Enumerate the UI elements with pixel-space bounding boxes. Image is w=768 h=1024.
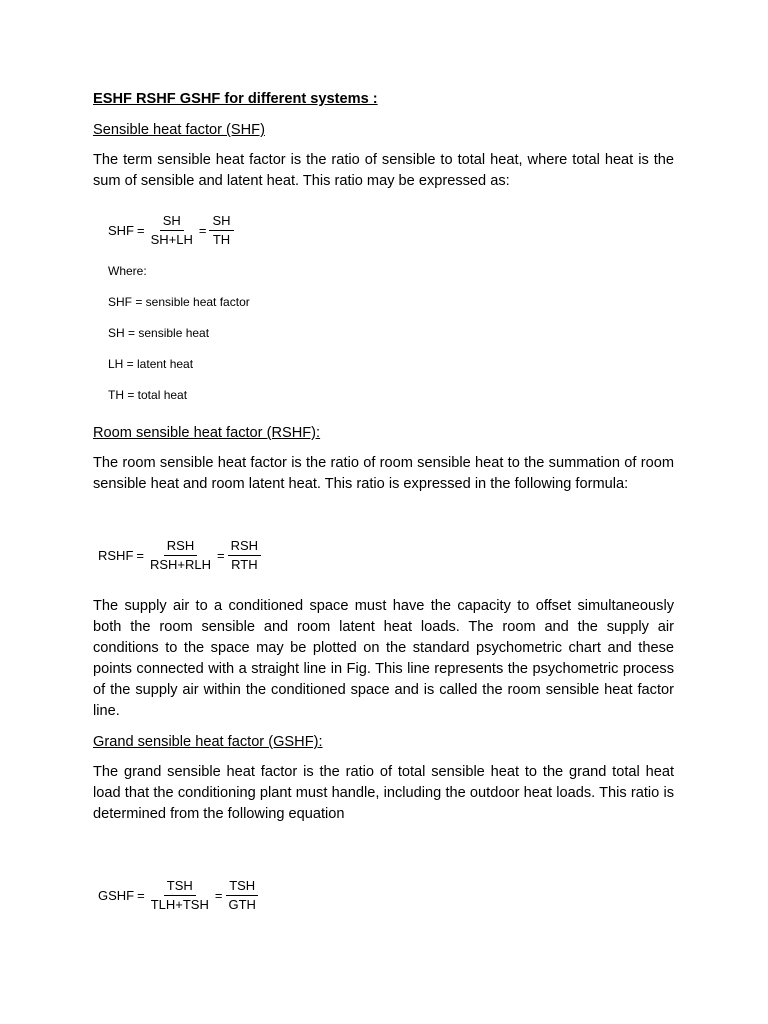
shf-paragraph xyxy=(93,150,674,192)
rshf-formula-numerator-2: RSH xyxy=(228,538,261,556)
shf-section-title: Sensible heat factor (SHF) xyxy=(93,122,265,138)
rshf-paragraph-text: The room sensible heat factor is the ratio of room sensible heat to the summation of room sensible heat and room latent heat. This ratio is expressed in the following formula: xyxy=(93,455,674,492)
shf-formula-numerator-1: SH xyxy=(160,213,184,231)
shf-formula-equals-1: = xyxy=(137,222,145,238)
rshf-formula-fraction-2 xyxy=(228,538,261,573)
gshf-formula-lhs: GSHF xyxy=(98,887,135,903)
gshf-paragraph-text: The grand sensible heat factor is the ratio of total sensible heat to the grand total heat load that the conditioning plant must handle, including the outdoor heat loads. This ratio is determined from the following equation xyxy=(93,764,674,822)
rshf-paragraph-2-text: The supply air to a conditioned space must have the capacity to offset simultaneously both the room sensible and room latent heat loads. The room and the supply air conditions to the space may be plotted on the standard psychometric chart and these points connected with a straight line in Fig. This line represents the psychometric process of the supply air within the conditioned space and is called the room sensible heat factor line. xyxy=(93,598,674,719)
rshf-formula-denominator-1: RSH+RLH xyxy=(149,557,212,572)
rshf-formula-fraction-1 xyxy=(147,538,214,573)
gshf-formula-numerator-1: TSH xyxy=(164,878,196,896)
gshf-formula-fraction-2 xyxy=(225,878,258,913)
rshf-formula-denominator-2: RTH xyxy=(231,557,258,572)
gshf-formula-denominator-1: TLH+TSH xyxy=(150,897,209,912)
shf-formula-fraction-1 xyxy=(148,213,196,248)
shf-definition: LH = latent heat xyxy=(108,357,194,371)
gshf-formula-denominator-2: GTH xyxy=(228,897,256,912)
document-heading: ESHF RSHF GSHF for different systems : xyxy=(93,91,378,107)
gshf-section-title: Grand sensible heat factor (GSHF): xyxy=(93,734,323,750)
rshf-formula-equals-1: = xyxy=(136,547,144,563)
gshf-formula-fraction-1 xyxy=(148,878,212,913)
rshf-formula-equals-2: = xyxy=(217,547,225,563)
shf-formula-equals-2: = xyxy=(198,222,207,238)
rshf-paragraph-2 xyxy=(93,596,674,722)
shf-definition: TH = total heat xyxy=(108,388,188,402)
gshf-formula-numerator-2: TSH xyxy=(226,878,258,896)
shf-formula-denominator-1: SH+LH xyxy=(150,232,193,247)
gshf-formula xyxy=(98,878,259,913)
rshf-formula-lhs: RSHF xyxy=(98,547,134,563)
rshf-formula xyxy=(98,538,261,573)
gshf-paragraph xyxy=(93,762,674,825)
shf-paragraph-text: The term sensible heat factor is the ratio of sensible to total heat, where total heat is the sum of sensible and latent heat. This ratio may be expressed as: xyxy=(93,152,674,189)
gshf-formula-equals-2: = xyxy=(214,887,223,903)
shf-definition: SH = sensible heat xyxy=(108,326,210,340)
shf-where-label: Where: xyxy=(108,264,147,278)
shf-formula-numerator-2: SH xyxy=(209,213,233,231)
gshf-formula-equals-1: = xyxy=(137,887,145,903)
shf-formula-lhs: SHF xyxy=(108,222,134,238)
rshf-paragraph xyxy=(93,453,674,495)
rshf-section-title: Room sensible heat factor (RSHF): xyxy=(93,425,321,441)
shf-formula xyxy=(108,213,234,248)
shf-definition: SHF = sensible heat factor xyxy=(108,295,250,309)
shf-formula-denominator-2: TH xyxy=(212,232,231,247)
rshf-formula-numerator-1: RSH xyxy=(164,538,197,556)
shf-formula-fraction-2 xyxy=(209,213,233,248)
